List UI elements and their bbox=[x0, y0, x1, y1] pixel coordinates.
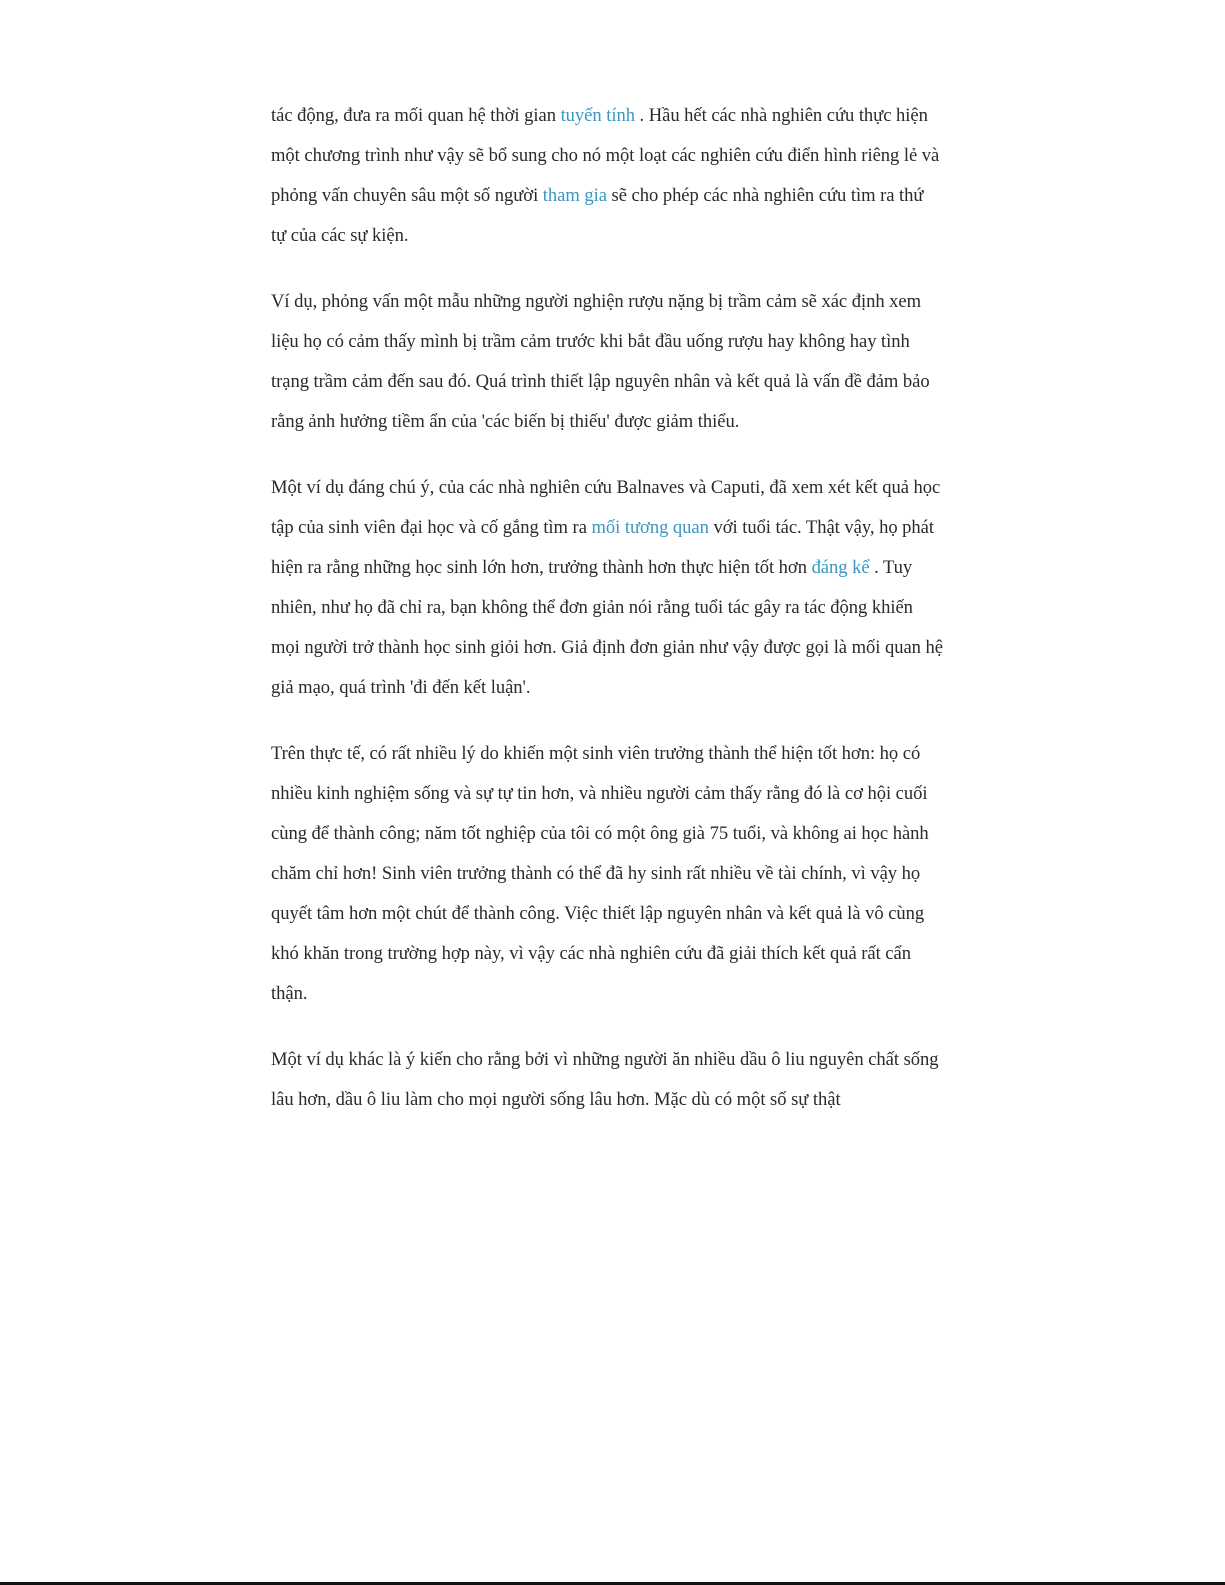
link-moi-tuong-quan[interactable]: mối tương quan bbox=[591, 517, 709, 538]
paragraph-3 bbox=[271, 468, 943, 708]
text-segment: . Tuy nhiên, như họ đã chỉ ra, bạn không thể đơn giản nói rằng tuổi tác gây ra tác động khiến mọi người trở thành học sinh giỏi hơn. Giả định đơn giản như vậy được gọi là mối quan hệ giả mạo, quá trình 'đi đến kết luận'. bbox=[271, 557, 943, 698]
paragraph-5 bbox=[271, 1040, 943, 1120]
link-dang-ke[interactable]: đáng kể bbox=[811, 557, 870, 578]
text-segment: . Hầu hết các nhà nghiên cứu thực hiện một chương trình như vậy sẽ bổ sung cho nó một loạt các nghiên cứu điển hình riêng lẻ và phỏng vấn chuyên sâu một số người bbox=[271, 105, 940, 206]
text-segment: Trên thực tế, có rất nhiều lý do khiến một sinh viên trưởng thành thể hiện tốt hơn: họ có nhiều kinh nghiệm sống và sự tự tin hơn, và nhiều người cảm thấy rằng đó là cơ hội cuối cùng để thành công; năm tốt nghiệp của tôi có một ông già 75 tuổi, và không ai học hành chăm chỉ hơn! Sinh viên trưởng thành có thể đã hy sinh rất nhiều về tài chính, vì vậy họ quyết tâm hơn một chút để thành công. Việc thiết lập nguyên nhân và kết quả là vô cùng khó khăn trong trường hợp này, vì vậy các nhà nghiên cứu đã giải thích kết quả rất cẩn thận. bbox=[271, 743, 929, 1004]
paragraph-1 bbox=[271, 96, 943, 256]
text-segment: tác động, đưa ra mối quan hệ thời gian bbox=[271, 105, 561, 126]
text-segment: Một ví dụ đáng chú ý, của các nhà nghiên cứu Balnaves và Caputi, đã xem xét kết quả học tập của sinh viên đại học và cố gắng tìm ra bbox=[271, 477, 941, 538]
text-segment: Ví dụ, phỏng vấn một mẫu những người nghiện rượu nặng bị trầm cảm sẽ xác định xem liệu họ có cảm thấy mình bị trầm cảm trước khi bắt đầu uống rượu hay không hay tình trạng trầm cảm đến sau đó. Quá trình thiết lập nguyên nhân và kết quả là vấn đề đảm bảo rằng ảnh hưởng tiềm ẩn của 'các biến bị thiếu' được giảm thiểu. bbox=[271, 291, 930, 432]
text-segment: với tuổi tác. Thật vậy, họ phát hiện ra rằng những học sinh lớn hơn, trưởng thành hơn thực hiện tốt hơn bbox=[271, 517, 934, 578]
paragraph-4 bbox=[271, 734, 943, 1014]
link-tuyen-tinh[interactable]: tuyến tính bbox=[560, 105, 635, 126]
article-body bbox=[271, 96, 943, 1120]
link-tham-gia[interactable]: tham gia bbox=[542, 185, 607, 206]
text-segment: sẽ cho phép các nhà nghiên cứu tìm ra thứ tự của các sự kiện. bbox=[271, 185, 924, 246]
text-segment: Một ví dụ khác là ý kiến cho rằng bởi vì những người ăn nhiều dầu ô liu nguyên chất sống lâu hơn, dầu ô liu làm cho mọi người sống lâu hơn. Mặc dù có một số sự thật bbox=[271, 1049, 939, 1110]
paragraph-2 bbox=[271, 282, 943, 442]
